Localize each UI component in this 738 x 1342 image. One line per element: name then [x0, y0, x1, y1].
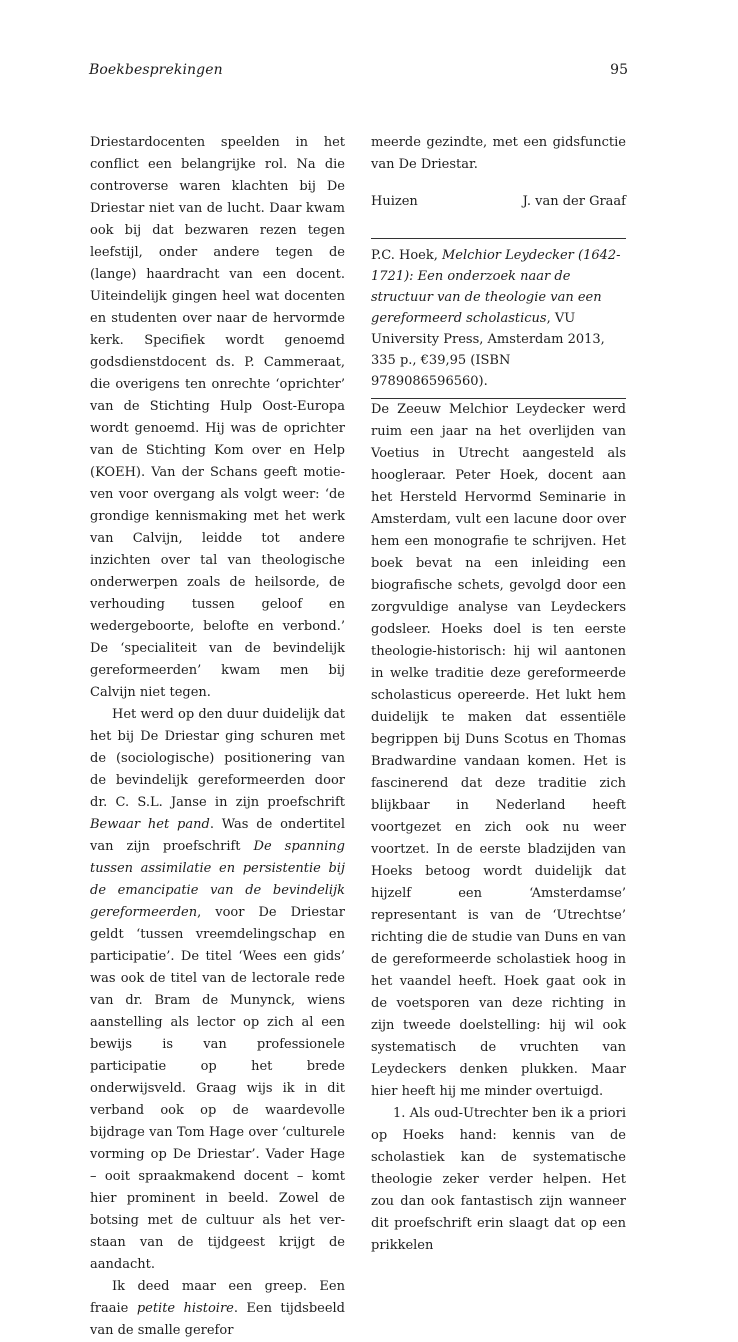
signature-place: Huizen: [371, 194, 418, 209]
paragraph: Het werd op den duur duidelijk dat het bij De Driestar ging schuren met de (sociologische) positionering van de bevindelijk gereformeerden door dr. C. S.L. Janse in zijn proefschrift Bewaar het pand. Was de ondertitel van zijn proefschrift De spanning tussen assimilatie en persistentie bij de emancipatie van de bevindelijk gereformeerden, voor De Driestar geldt ‘tussen vreemdelingschap en participatie’. De titel ‘Wees een gids’ was ook de titel van de lectorale rede van dr. Bram de Munynck, wiens aanstelling als lector op zich al een bewijs is van professionele participatie op het brede onderwijsveld. Graag wijs ik in dit verband ook op de waardevolle bijdrage van Tom Hage over ‘culturele vorming op De Driestar’. Vader Hage – ooit spraakmakend docent – komt hier prominent in beeld. Zowel de botsing met de cultuur als het verstaan van de tijdgeest krijgt de aandacht.: [90, 707, 346, 1272]
book-title: Melchior Leydecker (1642-1721): Een onderzoek naar de structuur van de theologie van een gereformeerd scholasticus: [371, 248, 621, 326]
right-column: [371, 132, 626, 1257]
paragraph: Ik deed maar een greep. Een fraaie petite histoire. Een tijdsbeeld van de smalle gerefor: [90, 1279, 346, 1338]
paragraph: meerde gezindte, met een gidsfunctie van De Driestar.: [371, 135, 626, 172]
review-signature: [371, 191, 626, 213]
paragraph: Driestardocenten speelden in het conflict een belangrijke rol. Na die controverse waren klachten bij De Driestar niet van de lucht. Daar kwam ook bij dat bezwaren rezen tegen leefstijl, onder andere tegen de (lange) haardracht van een docent. Uiteindelijk gingen heel wat docenten en studenten over naar de hervormde kerk. Specifiek wordt genoemd godsdienstdocent ds. P. Cammeraat, die overigens ten onrechte ‘oprichter’ van de Stichting Hulp Oost-Europa wordt genoemd. Hij was de oprichter van de Stichting Kom over en Help (KOEH). Van der Schans geeft motieven voor overgang als volgt weer: ‘de grondige kennismaking met het werk van Calvijn, leidde tot andere inzichten over tal van theologische onderwerpen zoals de heilsorde, de verhouding tussen geloof en wedergeboorte, belofte en verbond.’ De ‘specialiteit van de bevindelijk gereformeerden’ kwam men bij Calvijn niet tegen.: [90, 135, 345, 700]
book-title: Bewaar het pand: [90, 817, 210, 832]
paragraph: De Zeeuw Melchior Leydecker werd ruim een jaar na het overlijden van Voetius in Utrecht aangesteld als hoogleraar. Peter Hoek, docent aan het Hersteld Hervormd Seminarie in Amsterdam, vult een lacune door over hem een monografie te schrijven. Het boek bevat na een inleiding een biografische schets, gevolgd door een zorgvuldige analyse van Leydeckers godsleer. Hoeks doel is ten eerste theologie-historisch: hij wil aantonen in welke traditie deze gereformeerde scholasticus opereerde. Het lukt hem duidelijk te maken dat essentiële begrippen bij Duns Scotus en Thomas Bradwardine vandaan komen. Het is fascinerend dat deze traditie zich blijkbaar in Nederland heeft voortgezet en zich ook nu weer voortzet. In de eerste bladzijden van Hoeks betoog wordt duidelijk dat hijzelf een ‘Amsterdamse’ representant is van de ‘Utrechtse’ richting die de studie van Duns en van de gereformeerde scholastiek hoog in het vaandel heeft. Hoek gaat ook in de voetsporen van deze richting in zijn tweede doelstelling: hij wil ook systematisch de vruchten van Leydeckers denken plukken. Maar hier heeft hij me minder overtuigd.: [371, 402, 626, 1099]
emphasis: petite histoire: [136, 1301, 234, 1316]
paragraph: 1. Als oud-Utrechter ben ik a priori op Hoeks hand: kennis van de scholastiek kan de systematische theologie zeker verder helpen. Het zou dan ook fantastisch zijn wanneer dit proefschrift erin slaagt dat op een prikkelen: [371, 1106, 626, 1253]
running-head: Boekbesprekingen: [89, 62, 223, 78]
book-price: 335 p., €39,95 (ISBN 9789086596560).: [371, 353, 511, 389]
book-subtitle: De spanning tussen assimilatie en persistentie bij de emancipatie van de bevindelijk gereformeerden: [90, 839, 346, 920]
page-number: 95: [610, 62, 628, 78]
left-column: [90, 132, 345, 1342]
book-reference: [371, 239, 626, 398]
book-author: P.C. Hoek,: [371, 248, 442, 263]
signature-author: J. van der Graaf: [522, 194, 626, 209]
book-publisher: , VU University Press, Amsterdam 2013,: [371, 311, 605, 347]
